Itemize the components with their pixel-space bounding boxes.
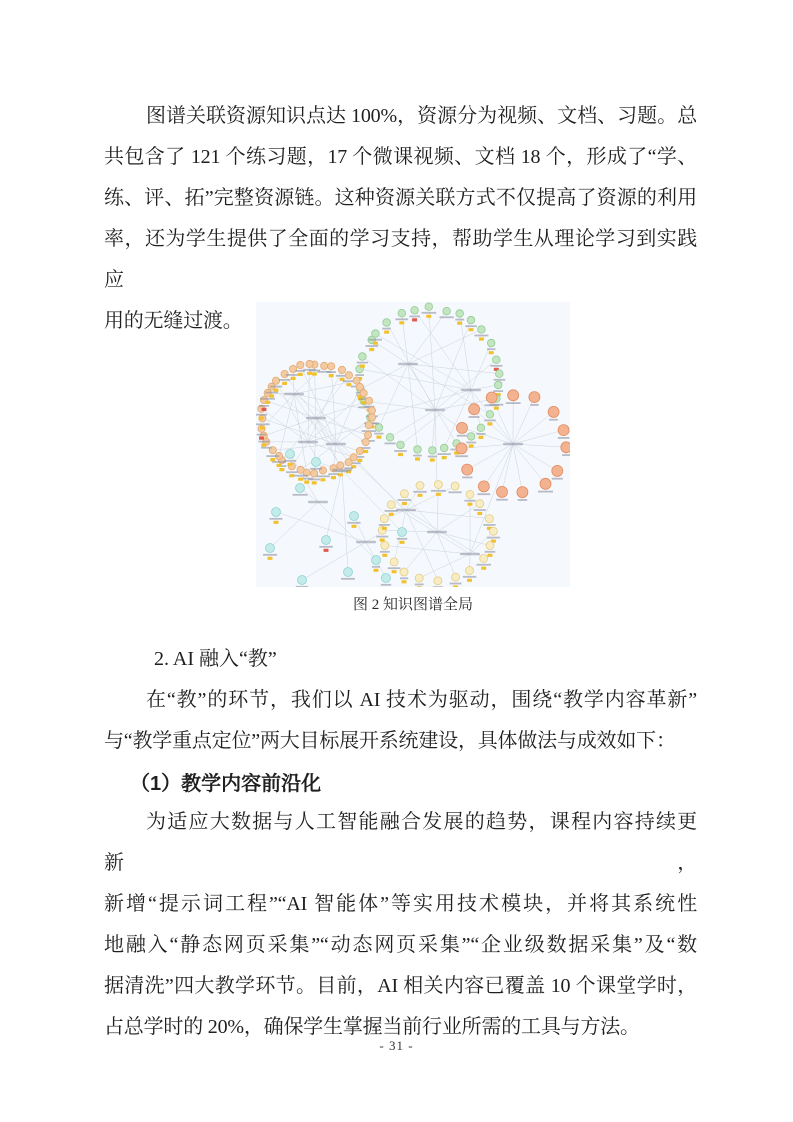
- paragraph-2: [104, 680, 697, 762]
- paragraph-line: 共包含了 121 个练习题，17 个微课视频、文档 18 个，形成了“学、: [104, 146, 697, 168]
- paragraph-line: 练、评、拓”完整资源链。这种资源关联方式不仅提高了资源的利用: [104, 187, 697, 209]
- paragraph-line: 地融入“静态网页采集”“动态网页采集”“企业级数据采集”及“数: [104, 934, 697, 956]
- subsection-heading-1: （1）教学内容前沿化: [130, 773, 322, 795]
- paragraph-line: 在“教”的环节，我们以 AI 技术为驱动，围绕“教学内容革新”: [146, 689, 697, 711]
- page-number: - 31 -: [379, 1038, 414, 1053]
- paragraph-line: 图谱关联资源知识点达 100%，资源分为视频、文档、习题。总: [146, 105, 697, 127]
- paragraph-line: 占总学时的 20%，确保学生掌握当前行业所需的工具与方法。: [104, 1016, 640, 1038]
- paragraph-line: 为适应大数据与人工智能融合发展的趋势，课程内容持续更新，: [104, 811, 697, 874]
- paragraph-line: 与“教学重点定位”两大目标展开系统建设，具体做法与成效如下：: [104, 730, 676, 752]
- paragraph-3: [104, 802, 697, 1048]
- paragraph-line: 用的无缝过渡。: [104, 310, 243, 332]
- knowledge-graph-figure: [256, 302, 570, 587]
- figure-caption: 图 2 知识图谱全局: [352, 597, 473, 613]
- paragraph-line: 据清洗”四大教学环节。目前，AI 相关内容已覆盖 10 个课堂学时，: [104, 975, 697, 997]
- paragraph-line: 率，还为学生提供了全面的学习支持，帮助学生从理论学习到实践应: [104, 228, 697, 291]
- section-heading-2: 2. AI 融入“教”: [154, 648, 277, 670]
- knowledge-graph-svg: [256, 302, 570, 587]
- paragraph-line: 新增“提示词工程”“AI 智能体”等实用技术模块，并将其系统性: [104, 893, 697, 915]
